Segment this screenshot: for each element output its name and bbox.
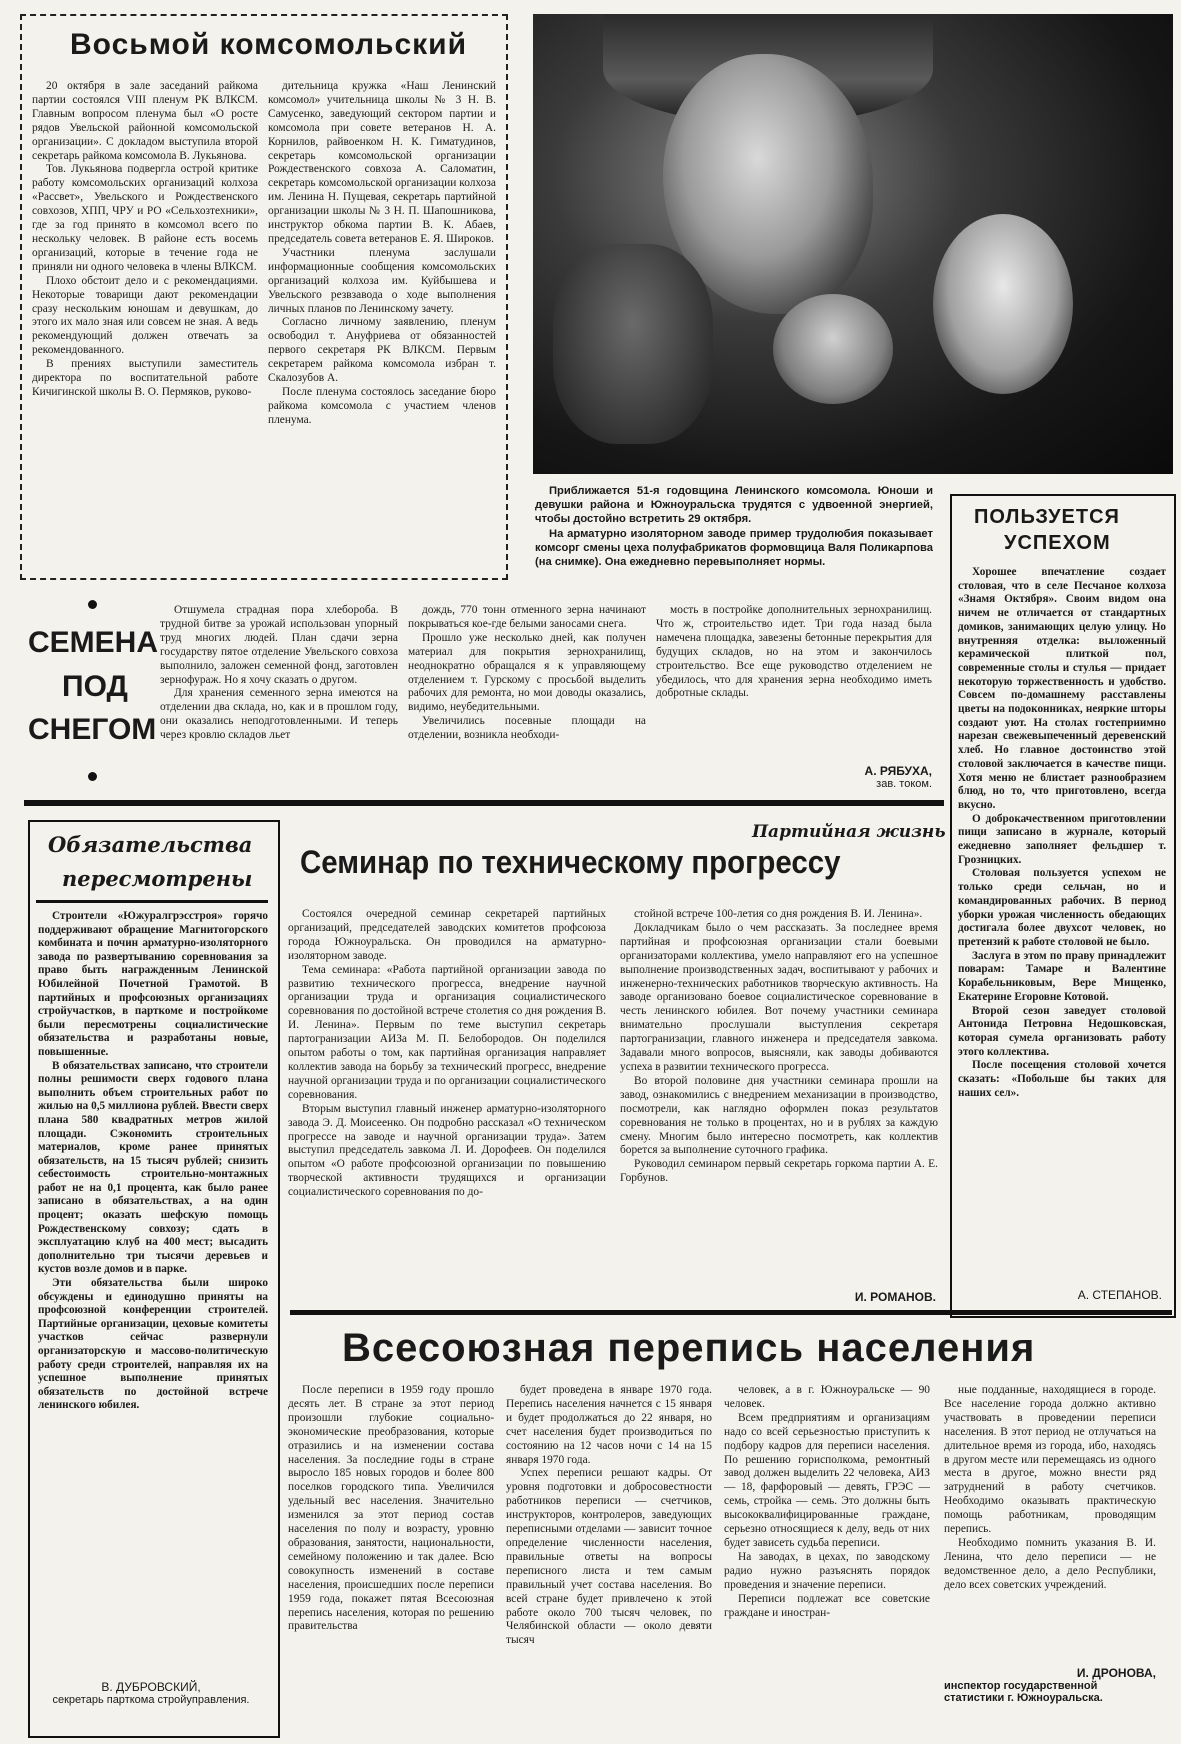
obligations-author: В. ДУБРОВСКИЙ, секретарь парткома стройуправления. <box>52 1680 250 1706</box>
seeds-col-1: Отшумела страдная пора хлебороба. В трудной битве за урожай использован упорный труд многих людей. План сдачи зерна государству пятое отделение Увельского совхоза выполнило, заложен семенной фонд, заготовлен зернофураж. Но я хочу сказать о другом. Для хранения семенного зерна имеются на отделении два склада, но, как и в прошлом году, они оказались неподготовленными. И теперь через кровлю складов льет <box>160 604 398 742</box>
obligations-body: Строители «Южуралгрэсстроя» горячо поддерживают обращение Магнитогорского комбината и почин арматурно-изоляторного завода по развертыванию соревнования за право быть награжденным Ленинской Юбилейной Почетной Грамотой. В партийных и профсоюзных организациях стройучастков, в парткоме и постройкоме были пересмотрены социалистические обязательства и разработаны новые, повышенные. В обязательствах записано, что строители полны решимости сверх годового плана выполнить объем строительных работ по жилью на 0,5 миллиона рублей. Ввести сверх плана 580 квадратных метров жилой площади. Сэкономить строительных материалов, кроме ранее принятых обязательств, на 15 тысяч рублей; снизить себестоимость строительно-монтажных работ не на 0,1 процента, как было ранее записано в обязательствах, а на один процент; оказать шефскую помощь Рождественскому совхозу; сдать в эксплуатацию клуб на 400 мест; высадить дополнительно три тысячи деревьев и кустов возле домов и в парке. Эти обязательства были широко обсуждены и единодушно приняты на профсоюзной конференции строителей. Партийные организации, цеховые комитеты участков сейчас развернули организаторскую и массово-политическую работу среди строителей, направляя их на успешное выполнение принятых обязательств по достойной встрече ленинского юбилея. <box>38 910 268 1412</box>
headline-seeds-3: СНЕГОМ <box>28 713 157 746</box>
headline-obligations-1: Обязательства <box>48 832 253 857</box>
census-col-4: ные подданные, находящиеся в городе. Все население города должно активно участвовать в проведении переписи населения. В этот период не отлучаться на длительное время из города, ибо, находясь в другом месте или перемещаясь из одного места в другое, можно внести ряд затруднений в работу счетчиков. Необходимо оказывать практическую помощь работникам, проводящим перепись. Необходимо помнить указания В. И. Ленина, что дело переписи — не ведомственное дело, а дело Республики, дело всех советских учреждений. <box>944 1384 1156 1591</box>
canteen-body: Хорошее впечатление создает столовая, что в селе Песчаное колхоза «Знамя Октября». Своим видом она ничем не отличается от стандартных домиков, занимающих целую улицу. Но внутренняя отделка: выложенный керамической плиткой пол, современные столы и стулья — придает некоторую торжественность и удобство. Совсем по-домашнему расставлены цветы на подоконниках, неяркие шторы создают уют. На столах гостеприимно нарезан свежевыпеченный деревенский хлеб. Но главное достоинство этой столовой заключается в качестве пищи. Хотя меню не блистает разнообразием блюд, но то, что приготовлено, всегда вкусно. О доброкачественном приготовлении пищи записано в журнале, который ежедневно заполняет фельдшер т. Грозницких. Столовая пользуется успехом не только среди сельчан, но и командированных рабочих. В период уборки урожая численность обедающих достигала более двухсот человек, но претензий к работе столовой не было. Заслуга в этом по праву принадлежит поварам: Тамаре и Валентине Корабельниковым, Вере Мищенко, Екатерине Егоровне Котовой. Второй сезон заведует столовой Антонида Петровна Недошковская, которая сумела организовать работу этого коллектива. После посещения столовой хочется сказать: «Побольше бы таких для наших сел». <box>958 566 1166 1099</box>
census-col-2: будет проведена в январе 1970 года. Перепись населения начнется с 15 января и будет продолжаться до 22 января, но счет населения будет производиться по состоянию на 12 часов ночи с 14 на 15 января 1970 года. Успех переписи решают кадры. От уровня подготовки и добросовестности работников переписи — счетчиков, инструкторов, контролеров, заведующих переписными отделами — зависит точное определение численности населения, правильные ответы на вопросы переписного листа и тем самым правильный учет состава населения. Во всей стране будет привлечено к этой работе около 700 тысяч человек, по Челябинской области — около девяти тысяч <box>506 1384 712 1647</box>
photo-hand-right <box>933 214 1073 394</box>
bullet-dot <box>88 772 97 781</box>
photo-caption: Приближается 51-я годовщина Ленинского комсомола. Юноши и девушки района и Южноуральска трудятся с удвоенной энергией, чтобы достойно встретить 29 октября. На арматурно изоляторном заводе пример трудолюбия показывает комсорг смены цеха полуфабрикатов формовщица Валя Поликарпова (на снимке). Она ежедневно перевыполняет нормы. <box>535 485 933 569</box>
headline-census: Всесоюзная перепись населения <box>342 1326 1036 1370</box>
headline-seminar: Семинар по техническому прогрессу <box>300 844 841 880</box>
seminar-col-1: Состоялся очередной семинар секретарей партийных организаций, председателей заводских комитетов профсоюза города Южноуральска. Он проводился на арматурно-изоляторном заводе. Тема семинара: «Работа партийной организации завода по развитию технического прогресса, внедрение научной организации труда и организация социалистического соревнования по достойной встрече столетия со дня рождения В. И. Ленина». Первым по теме выступил секретарь партогранизации АИЗа М. П. Белобородов. Он поделился опытом работы о том, как партийная организация направляет коллектив завода на борьбу за технический прогресс, внедрение научной организации труда и по организации социалистического соревнования. Вторым выступил главный инженер арматурно-изоляторного завода Э. Д. Моисеенко. Он подробно рассказал «О техническом прогрессе на заводе и научной организации труда». Затем выступил председатель завкома Л. И. Дорофеев. Он поделился опытом «О работе профсоюзной организации по повышению творческой активности трудящихся и организации социалистического соревнования по до- <box>288 908 606 1199</box>
headline-seeds-2: ПОД <box>62 670 128 703</box>
seeds-author: А. РЯБУХА, зав. током. <box>864 764 932 790</box>
census-col-1: После переписи в 1959 году прошло десять лет. В стране за этот период произошли глубокие социально-экономические преобразования, которые отразились и на изменении состава населения. За последние годы в стране выросло 185 новых городов и более 800 поселков городского типа. Увеличился удельный вес населения. Значительно изменился за этот период состав населения по полу и возрасту, уровню образования, занятости, национальности, семейному положению и так далее. Всю совокупность изменений в составе населения, происшедших после переписи 1959 года, покажет пятая Всесоюзная перепись населения, которая по решению правительства <box>288 1384 494 1633</box>
section-rule <box>24 800 944 806</box>
headline-canteen-1: ПОЛЬЗУЕТСЯ <box>974 506 1120 528</box>
seminar-col-2: стойной встрече 100-летия со дня рождения В. И. Ленина». Докладчикам было о чем рассказать. За последнее время партийная и профсоюзная организации стали боевыми организаторами коллектива, умело направляют его на успешное выполнение производственных задач, воспитывают у рабочих и инженерно-технических работников творческую активность. На заводе организовано боевое социалистическое соревнование в честь ленинского юбилея. Вот почему участники семинара внимательно прослушали выступления секретаря партогранизации, главного инженера и председателя завкома. Задавали много вопросов, выясняли, как заводы добиваются успеха в развитии технического прогресса. Во второй половине дня участники семинара прошли на завод, ознакомились с внедрением механизации в производство, посмотрели, как наглядно оформлен показ результатов соревнования не только в процентах, но и в рублях за каждую смену. Многим было интересно посмотреть, как коллектив борется за выполнение суточного графика. Руководил семинаром первый секретарь горкома партии А. Е. Горбунов. <box>620 908 938 1185</box>
seminar-author: И. РОМАНОВ. <box>854 1290 936 1304</box>
obligations-head-rule <box>36 900 268 903</box>
canteen-author: А. СТЕПАНОВ. <box>1077 1288 1162 1302</box>
seeds-col-2: дождь, 770 тонн отменного зерна начинают покрываться кое-где белыми заносами снега. Прошло уже несколько дней, как получен материал для покрытия зернохранилищ, неоднократно обращался я к управляющему отделением т. Гурскому с просьбой выделить рабочих для ремонта, но мои доводы оказались, видимо, неубедительными. Увеличились посевные площади на отделении, возникла необходи- <box>408 604 646 742</box>
headline-canteen-2: УСПЕХОМ <box>1004 532 1111 554</box>
photo-komsorg-worker <box>533 14 1173 474</box>
headline-plenum: Восьмой комсомольский <box>70 28 468 61</box>
headline-obligations-2: пересмотрены <box>62 866 253 891</box>
census-author: И. ДРОНОВА, инспектор государственной статистики г. Южноуральска. <box>944 1666 1156 1704</box>
plenum-col-2: дительница кружка «Наш Ленинский комсомол» учительница школы № 3 Н. В. Самусенко, заведующий сектором партии и комсомола при совете ветеранов Н. А. Корнилов, райвоенком Н. К. Гиматудинов, секретарь комсомольской организации Рождественского совхоза А. Саломатин, секретарь комсомольской организации колхоза им. Ленина Н. Пущевая, секретарь партийной организации школы № 3 Н. П. Шапошникова, инструктор обкома партии В. К. Абаев, председатель совета ветеранов Е. Я. Широков. Участники пленума заслушали информационные сообщения комсомольских организаций колхоза им. Куйбышева и Увельского резвзавода о ходе выполнения личных планов по Ленинскому зачету. Согласно личному заявлению, пленум освободил т. Ануфриева от обязанностей первого секретаря РК ВЛКСМ. Первым секретарем райкома комсомола избран т. Скалозубов А. После пленума состоялось заседание бюро райкома комсомола с участием членов пленума. <box>268 80 496 426</box>
photo-sleeve <box>553 244 713 444</box>
census-col-3: человек, а в г. Южноуральске — 90 человек. Всем предприятиям и организациям надо со всей серьезностью приступить к подбору кадров для переписи населения. По решению горисполкома, ремонтный завод должен выделить 22 человека, АИЗ — 18, фарфоровый — девять, ГРЭС — семь, стройка — семь. Это должны быть высококвалифицированные граждане, серьезно относящиеся к делу, ведь от них будет зависеть судьба переписи. На заводах, в цехах, по заводскому радио нужно разъяснять порядок проведения и значение переписи. Переписи подлежат все советские граждане и иностран- <box>724 1384 930 1619</box>
headline-seeds-1: СЕМЕНА <box>28 626 159 659</box>
plenum-col-1: 20 октября в зале заседаний райкома партии состоялся VIII пленум РК ВЛКСМ. Главным вопросом пленума был «О росте рядов Увельской районной комсомольской организации». С докладом выступила второй секретарь райкома комсомола В. Лукьянова. Тов. Лукьянова подвергла острой критике работу комсомольских организаций колхоза «Рассвет», Увельского и Рождественского совхозов, ХПП, ЧРУ и РО «Сельхозтехники», где за год принято в комсомол всего по нескольку человек. В районе есть восемь организаций, которые в течение года не приняли ни одного человека в члены ВЛКСМ. Плохо обстоит дело и с рекомендациями. Некоторые товарищи дают рекомендации сразу нескольким юношам и девушкам, до этого их мало зная или совсем не зная. А ведь рекомендующий должен отвечать за рекомендованного. В прениях выступили заместитель директора по воспитательной работе Кичигинской школы В. О. Пермяков, руково- <box>32 80 258 398</box>
seeds-col-3: мость в постройке дополнительных зернохранилищ. Что ж, строительство идет. Три года назад была намечена площадка, завезены бетонные перекрытия для будущих складов, но на этом и закончилось строительство. Все еще руководство отделением не убедилось, что для хранения зерна необходимо иметь добротные склады. <box>656 604 932 700</box>
section-rule-2 <box>290 1310 1172 1315</box>
photo-hand-left <box>773 294 893 404</box>
bullet-dot <box>88 600 97 609</box>
rubric-party-life: Партийная жизнь <box>752 822 946 842</box>
